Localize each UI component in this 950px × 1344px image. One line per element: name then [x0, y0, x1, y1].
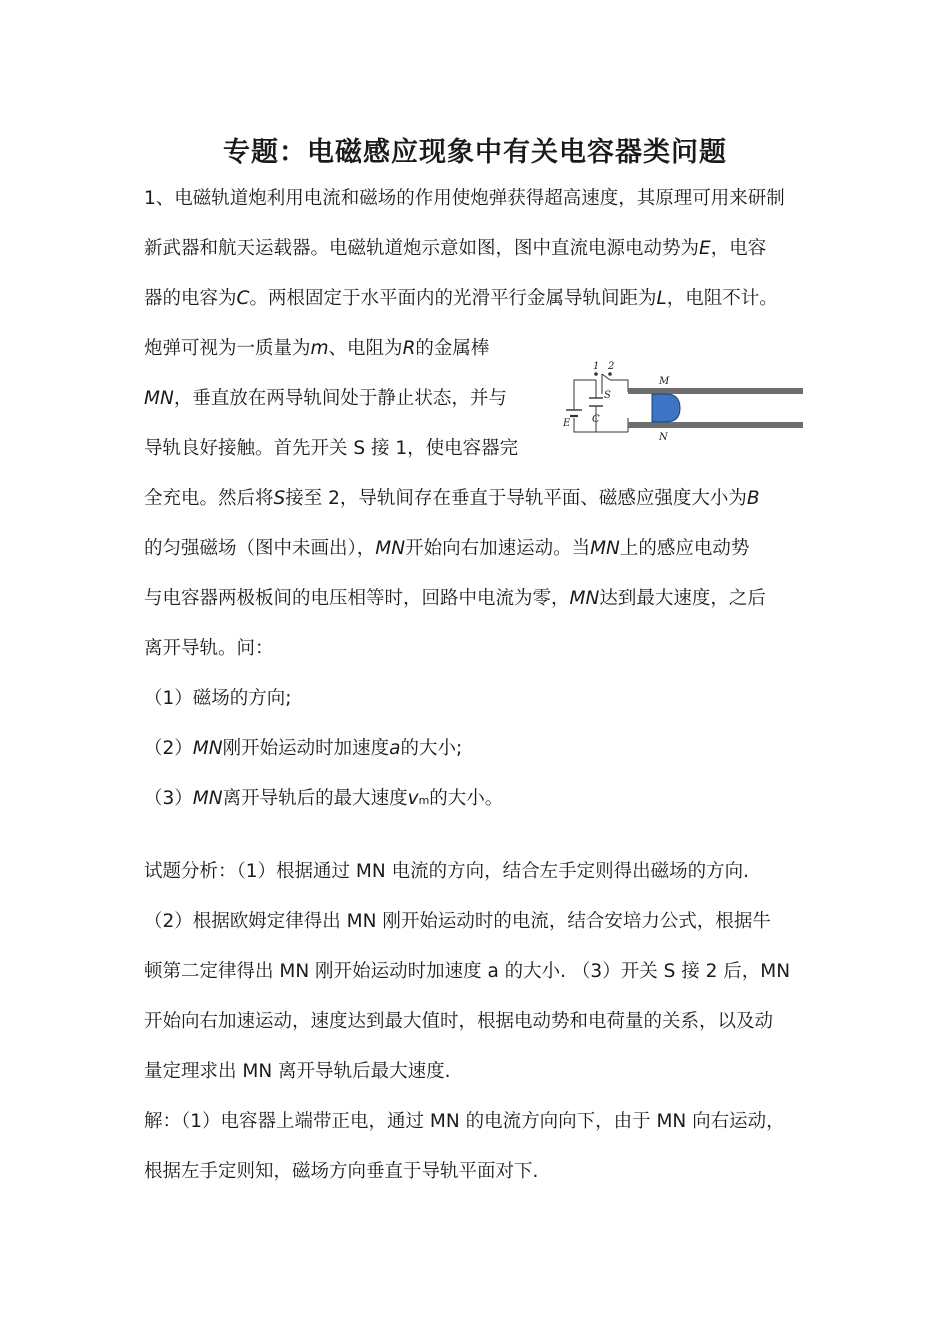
switch-terminal-1-label: 1 — [593, 361, 600, 372]
analysis-line-2: （2）根据欧姆定律得出 MN 刚开始运动时的电流，结合安培力公式，根据牛 — [144, 911, 771, 932]
solution-line-1: 解：（1）电容器上端带正电，通过 MN 的电流方向向下，由于 MN 向右运动， — [144, 1111, 785, 1132]
problem-line-10: 离开导轨。问： — [144, 638, 274, 659]
question-1: （1）磁场的方向; — [144, 688, 292, 709]
capacitor-symbol — [589, 398, 603, 406]
rail-n-label: N — [659, 432, 668, 443]
question-3: （3）MN离开导轨后的最大速度vm的大小。 — [144, 788, 504, 809]
battery-symbol — [566, 410, 582, 416]
problem-line-4: 炮弹可视为一质量为m、电阻为R的金属棒 — [144, 338, 490, 359]
problem-line-6: 导轨良好接触。首先开关 S 接 1，使电容器完 — [144, 438, 519, 459]
question-2: （2）MN刚开始运动时加速度a的大小; — [144, 738, 463, 759]
upper-rail — [628, 388, 803, 394]
analysis-line-4: 开始向右加速运动，速度达到最大值时，根据电动势和电荷量的关系，以及动 — [144, 1011, 774, 1032]
emf-label: E — [563, 418, 571, 429]
problem-line-8: 的匀强磁场（图中未画出），MN开始向右加速运动。当MN上的感应电动势 — [144, 538, 750, 559]
solution-line-2: 根据左手定则知，磁场方向垂直于导轨平面对下. — [144, 1161, 539, 1182]
problem-line-5: MN，垂直放在两导轨间处于静止状态，并与 — [144, 388, 507, 409]
problem-line-9: 与电容器两极板间的电压相等时，回路中电流为零，MN达到最大速度，之后 — [144, 588, 766, 609]
lower-rail — [628, 422, 803, 428]
capacitor-label: C — [592, 414, 600, 425]
problem-line-7: 全充电。然后将S接至 2，导轨间存在垂直于导轨平面、磁感应强度大小为B — [144, 488, 760, 509]
railgun-diagram — [558, 360, 808, 450]
switch-terminal-2-label: 2 — [608, 361, 615, 372]
projectile-mn — [652, 394, 680, 422]
analysis-line-3: 顿第二定律得出 MN 刚开始运动时加速度 a 的大小. （3）开关 S 接 2 后，MN — [144, 961, 791, 982]
page-title: 专题：电磁感应现象中有关电容器类问题 — [223, 137, 727, 168]
analysis-line-5: 量定理求出 MN 离开导轨后最大速度. — [144, 1061, 451, 1082]
problem-line-2: 新武器和航天运载器。电磁轨道炮示意如图，图中直流电源电动势为E，电容 — [144, 238, 767, 259]
rail-m-label: M — [659, 376, 670, 387]
problem-line-3: 器的电容为C。两根固定于水平面内的光滑平行金属导轨间距为L，电阻不计。 — [144, 288, 778, 309]
analysis-line-1: 试题分析：（1）根据通过 MN 电流的方向，结合左手定则得出磁场的方向. — [144, 861, 749, 882]
switch-label: S — [604, 390, 611, 401]
problem-line-1: 1、电磁轨道炮利用电流和磁场的作用使炮弹获得超高速度，其原理可用来研制 — [144, 188, 785, 209]
